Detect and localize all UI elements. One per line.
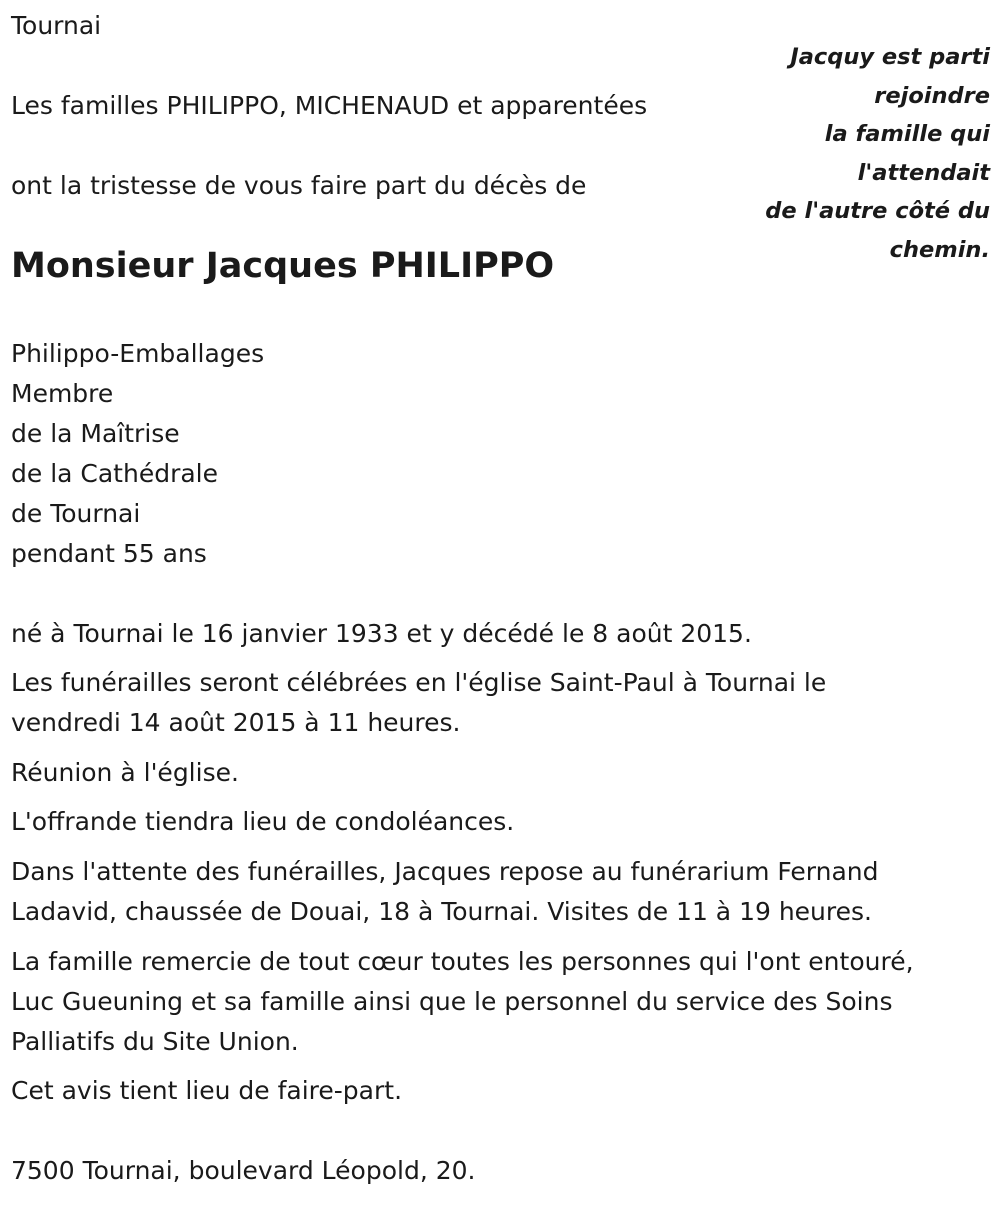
funeral-paragraph xyxy=(11,663,991,743)
meeting-line: Réunion à l'église. xyxy=(11,758,239,787)
thanks-paragraph xyxy=(11,942,991,1062)
thanks-line: Palliatifs du Site Union. xyxy=(11,1027,299,1056)
affiliation-block xyxy=(11,334,991,574)
affiliation-line: de la Maîtrise xyxy=(11,419,180,448)
funeral-line: vendredi 14 août 2015 à 11 heures. xyxy=(11,708,461,737)
city-heading: Tournai xyxy=(11,11,102,40)
thanks-line: Luc Gueuning et sa famille ainsi que le personnel du service des Soins xyxy=(11,987,893,1016)
quote-line: Jacquy est parti xyxy=(790,44,990,70)
funeral-line: Les funérailles seront célébrées en l'église Saint-Paul à Tournai le xyxy=(11,668,827,697)
quote-line: la famille qui xyxy=(824,121,990,148)
thanks-line: La famille remercie de tout cœur toutes les personnes qui l'ont entouré, xyxy=(11,947,914,976)
affiliation-line: pendant 55 ans xyxy=(11,539,207,568)
quote-line: chemin. xyxy=(889,236,990,263)
address-line: 7500 Tournai, boulevard Léopold, 20. xyxy=(11,1156,476,1185)
repose-line: Dans l'attente des funérailles, Jacques repose au funérarium Fernand xyxy=(11,857,879,886)
affiliation-line: Philippo-Emballages xyxy=(11,339,265,368)
offering-line: L'offrande tiendra lieu de condoléances. xyxy=(11,807,515,836)
deceased-name: Monsieur Jacques PHILIPPO xyxy=(11,246,555,286)
quote-line: de l'autre côté du xyxy=(765,198,990,225)
notice-line: Cet avis tient lieu de faire-part. xyxy=(11,1076,403,1105)
affiliation-line: de Tournai xyxy=(11,499,141,528)
affiliation-line: Membre xyxy=(11,379,114,408)
quote-line: rejoindre xyxy=(874,82,990,109)
quote-line: l'attendait xyxy=(857,159,990,186)
memorial-quote xyxy=(700,38,990,270)
families-line: Les familles PHILIPPO, MICHENAUD et apparentées xyxy=(11,91,648,120)
announcement-line: ont la tristesse de vous faire part du décès de xyxy=(11,171,587,200)
affiliation-line: de la Cathédrale xyxy=(11,459,219,488)
repose-line: Ladavid, chaussée de Douai, 18 à Tournai. Visites de 11 à 19 heures. xyxy=(11,897,872,926)
birth-death-line: né à Tournai le 16 janvier 1933 et y décédé le 8 août 2015. xyxy=(11,619,752,648)
repose-paragraph xyxy=(11,852,991,932)
